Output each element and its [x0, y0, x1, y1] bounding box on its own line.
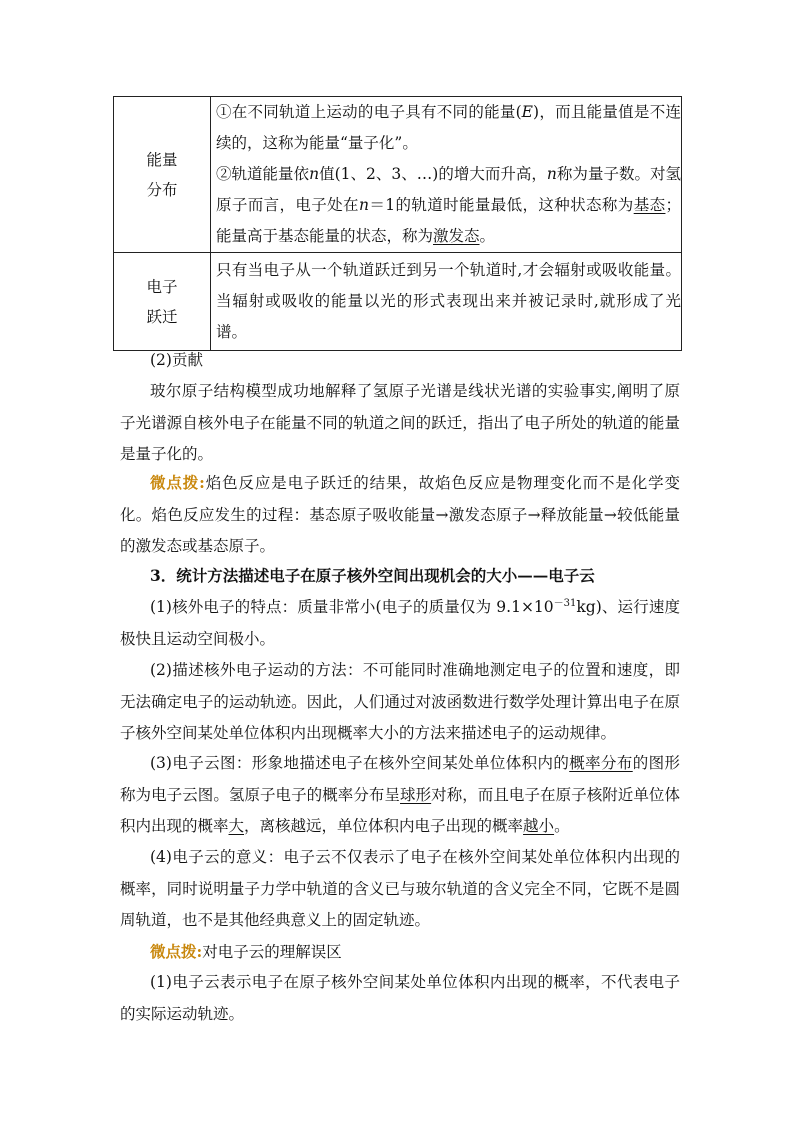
tip-paragraph-electron-cloud: 微点拨:对电子云的理解误区: [150, 942, 342, 961]
row-header-energy-distribution: [114, 97, 211, 253]
row-header-line: 电子: [146, 277, 178, 296]
underlined-term: 越小: [523, 817, 555, 835]
underlined-term: 基态: [633, 196, 666, 214]
underlined-term: 球形: [400, 785, 432, 804]
item-1-paragraph: (1)核外电子的特点：质量非常小(电子的质量仅为 $9.1\times 10^{-31}kg$)、运行速度极快且运动空间极小。: [120, 597, 680, 648]
row-header-line: 分布: [146, 180, 178, 199]
tip-label: 微点拨:: [150, 473, 205, 492]
energy-point-2: ②轨道能量依n值(1、2、3、…)的增大而升高，n称为量子数。对氢原子而言，电子处在n＝1的轨道时能量最低，这种状态称为基态；能量高于基态能量的状态，称为激发态。: [216, 165, 681, 245]
knowledge-table: [113, 96, 682, 351]
underlined-term: 大: [228, 817, 245, 835]
energy-point-1: ①在不同轨道上运动的电子具有不同的能量(E)，而且能量值是不连续的，这称为能量“量子化”。: [216, 103, 681, 152]
item-4-paragraph: (4)电子云的意义：电子云不仅表示了电子在核外空间某处单位体积内出现的概率，同时说明量子力学中轨道的含义已与玻尔轨道的含义完全不同，它既不是圆周轨道，也不是其他经典意义上的固定轨迹。: [120, 848, 680, 929]
tip-label: 微点拨:: [150, 942, 203, 961]
item-3-paragraph: (3)电子云图：形象地描述电子在核外空间某处单位体积内的概率分布的图形称为电子云图。氢原子电子的概率分布呈球形对称，而且电子在原子核附近单位体积内出现的概率大，离核越远，单位体积内电子出现的概率越小。: [120, 754, 680, 835]
table-row: [114, 253, 682, 351]
row-body-electron-transition: 只有当电子从一个轨道跃迁到另一个轨道时,才会辐射或吸收能量。当辐射或吸收的能量以光的形式表现出来并被记录时,就形成了光谱。: [211, 253, 682, 351]
item-2-paragraph: (2)描述核外电子运动的方法：不可能同时准确地测定电子的位置和速度，即无法确定电子的运动轨迹。因此，人们通过对波函数进行数学处理计算出电子在原子核外空间某处单位体积内出现概率大小的方法来描述电子的运动规律。: [120, 661, 680, 742]
underlined-term: 概率分布: [569, 754, 633, 772]
table-row: [114, 97, 682, 253]
row-header-line: 能量: [146, 150, 178, 169]
row-header-line: 跃迁: [146, 307, 178, 326]
tip-paragraph-flame: 微点拨:焰色反应是电子跃迁的结果，故焰色反应是物理变化而不是化学变化。焰色反应发生的过程：基态原子吸收能量→激发态原子→释放能量→较低能量的激发态或基态原子。: [120, 473, 680, 555]
item-5-paragraph: (1)电子云表示电子在原子核外空间某处单位体积内出现的概率，不代表电子的实际运动轨迹。: [120, 973, 680, 1023]
underlined-term: 激发态: [433, 227, 480, 245]
contribution-heading: (2)贡献: [150, 351, 203, 369]
section-3-title: 3．统计方法描述电子在原子核外空间出现机会的大小——电子云: [150, 566, 595, 585]
row-header-electron-transition: [114, 253, 211, 351]
contribution-paragraph: 玻尔原子结构模型成功地解释了氢原子光谱是线状光谱的实验事实,阐明了原子光谱源自核外电子在能量不同的轨道之间的跃迁，指出了电子所处的轨道的能量是量子化的。: [120, 382, 680, 463]
row-body-energy-distribution: [211, 97, 682, 253]
